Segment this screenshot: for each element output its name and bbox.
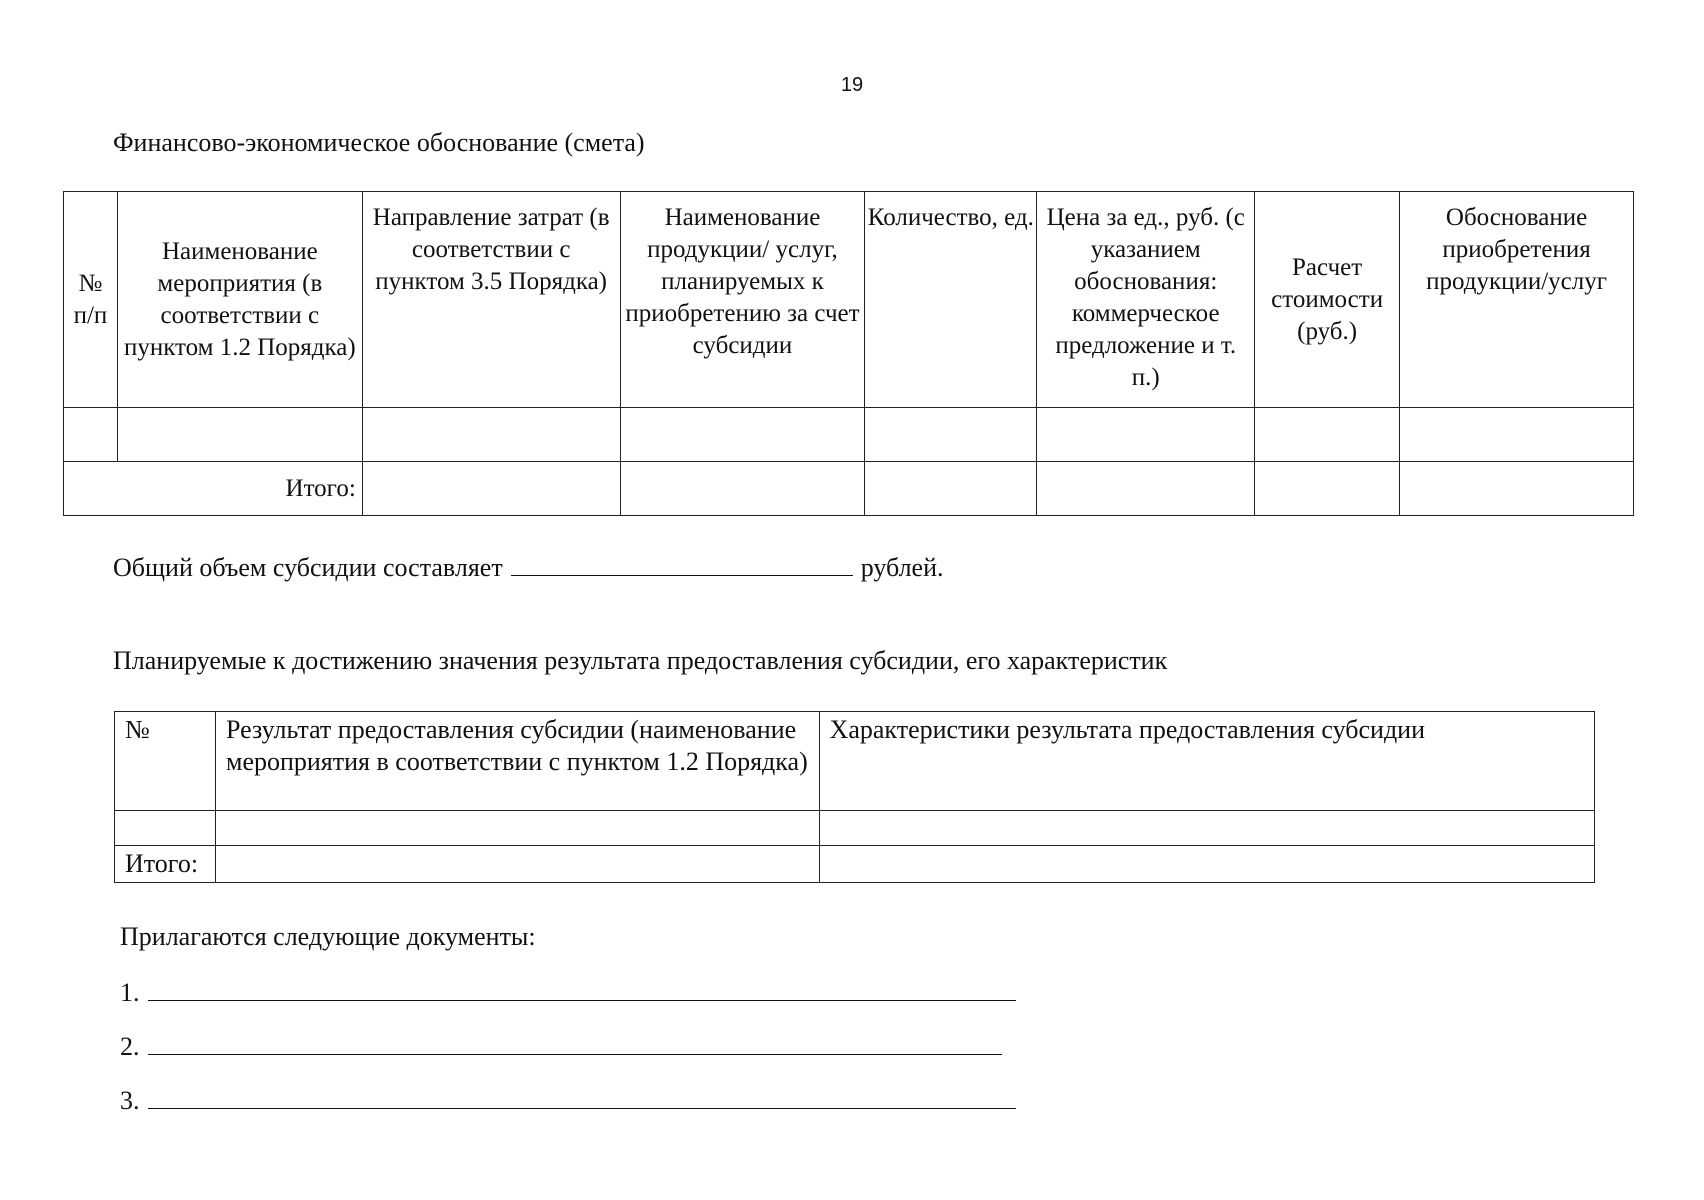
table-cell[interactable] — [1037, 462, 1255, 516]
total-label: Итого: — [115, 846, 216, 883]
table-cell[interactable] — [215, 846, 819, 883]
table-row — [115, 811, 1595, 846]
table-cell[interactable] — [620, 408, 865, 462]
table-cell[interactable] — [865, 462, 1037, 516]
column-header-unit-price: Цена за ед., руб. (с указанием обоснования: коммерческое предложение и т. п.) — [1037, 192, 1255, 408]
table-cell[interactable] — [865, 408, 1037, 462]
results-total-row — [115, 846, 1595, 883]
estimate-table — [63, 191, 1634, 516]
total-label: Итого: — [64, 462, 363, 516]
attachment-field[interactable] — [148, 1028, 1002, 1055]
column-header-event-name: Наименование мероприятия (в соответствии с пунктом 1.2 Порядка) — [117, 192, 362, 408]
estimate-total-row — [64, 462, 1634, 516]
column-header-number: № п/п — [64, 192, 118, 408]
table-cell[interactable] — [1400, 408, 1634, 462]
table-cell[interactable] — [1255, 408, 1400, 462]
list-item — [120, 1028, 1016, 1082]
attachments-list — [120, 974, 1016, 1136]
table-cell[interactable] — [819, 846, 1594, 883]
table-cell[interactable] — [215, 811, 819, 846]
table-cell[interactable] — [362, 462, 620, 516]
table-cell[interactable] — [362, 408, 620, 462]
list-item-number: 1. — [120, 978, 140, 1007]
results-table — [114, 711, 1595, 883]
estimate-header-row — [64, 192, 1634, 408]
estimate-title: Финансово-экономическое обоснование (смета) — [113, 128, 645, 157]
page-number: 19 — [840, 74, 864, 96]
table-cell[interactable] — [115, 811, 216, 846]
subsidy-amount-field[interactable] — [511, 549, 853, 576]
table-cell[interactable] — [819, 811, 1594, 846]
column-header-result: Результат предоставления субсидии (наименование мероприятия в соответствии с пунктом 1.2 Порядка) — [215, 712, 819, 811]
column-header-result-characteristics: Характеристики результата предоставления субсидии — [819, 712, 1594, 811]
table-cell[interactable] — [64, 408, 118, 462]
results-title: Планируемые к достижению значения результата предоставления субсидии, его характеристик — [113, 646, 1168, 675]
subsidy-total-prefix: Общий объем субсидии составляет — [113, 553, 503, 582]
column-header-number: № — [115, 712, 216, 811]
table-cell[interactable] — [620, 462, 865, 516]
attachment-field[interactable] — [148, 1082, 1016, 1109]
table-row — [64, 408, 1634, 462]
table-cell[interactable] — [1400, 462, 1634, 516]
column-header-cost-direction: Направление затрат (в соответствии с пунктом 3.5 Порядка) — [362, 192, 620, 408]
subsidy-total-suffix: рублей. — [860, 553, 944, 582]
list-item-number: 2. — [120, 1032, 140, 1061]
table-cell[interactable] — [117, 408, 362, 462]
column-header-cost-calculation: Расчет стоимости (руб.) — [1255, 192, 1400, 408]
results-header-row — [115, 712, 1595, 811]
table-cell[interactable] — [1037, 408, 1255, 462]
column-header-product-name: Наименование продукции/ услуг, планируемых к приобретению за счет субсидии — [620, 192, 865, 408]
column-header-purchase-justification: Обоснование приобретения продукции/услуг — [1400, 192, 1634, 408]
list-item — [120, 1082, 1016, 1136]
list-item — [120, 974, 1016, 1028]
column-header-quantity: Количество, ед. — [865, 192, 1037, 408]
attachments-title: Прилагаются следующие документы: — [120, 922, 536, 951]
subsidy-total-line — [113, 549, 944, 583]
attachment-field[interactable] — [148, 974, 1016, 1001]
table-cell[interactable] — [1255, 462, 1400, 516]
list-item-number: 3. — [120, 1086, 140, 1115]
